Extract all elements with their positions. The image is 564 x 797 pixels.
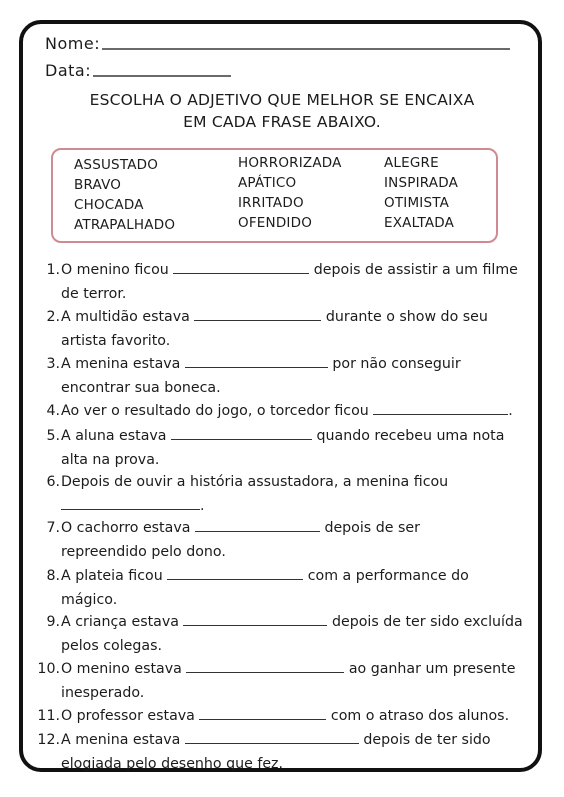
name-field [45,34,510,53]
question-number: 6. [46,474,60,490]
date-input-line[interactable] [93,75,231,77]
question-text: . [508,403,513,419]
word-bank-item: BRAVO [74,177,122,193]
question-text: A menina estava [61,356,181,372]
word-bank-item: EXALTADA [384,215,455,231]
question-text-continued: elogiada pelo desenho que fez. [61,756,284,772]
question-number: 3. [46,356,60,372]
question-text: depois de assistir a um filme [313,262,518,278]
question-text-continued: encontrar sua boneca. [61,380,221,396]
word-bank-item: ATRAPALHADO [74,217,176,233]
word-bank-item: CHOCADA [74,197,144,213]
question-text: depois de ser [324,520,420,536]
question-text: A plateia ficou [61,568,163,584]
question-text: O menino ficou [61,262,169,278]
word-bank-item: INSPIRADA [384,175,459,191]
answer-blank[interactable] [195,517,320,532]
question-text-continued: artista favorito. [61,333,171,349]
date-field [45,61,231,80]
answer-blank[interactable] [185,729,359,744]
question-text: ao ganhar um presente [348,661,516,677]
question-text-continued: . [200,498,205,514]
question-text: quando recebeu uma nota [316,428,505,444]
word-bank-item: HORRORIZADA [238,155,342,171]
question-number: 12. [37,732,60,748]
question-text: A multidão estava [61,309,190,325]
question-text: por não conseguir [332,356,461,372]
question-text: depois de ter sido [363,732,491,748]
question-text: O menino estava [61,661,182,677]
answer-blank[interactable] [173,259,309,274]
question-number: 4. [46,403,60,419]
question-text: O cachorro estava [61,520,191,536]
question-text: com a performance do [307,568,469,584]
word-bank-item: OTIMISTA [384,195,450,211]
instructions-line-2: EM CADA FRASE ABAIXO. [183,113,381,131]
answer-blank[interactable] [61,495,200,510]
question-text-continued: pelos colegas. [61,638,163,654]
answer-blank[interactable] [199,705,326,720]
question-number: 8. [46,568,60,584]
question-number: 5. [46,428,60,444]
question-number: 7. [46,520,60,536]
answer-blank[interactable] [167,565,303,580]
question-number: 10. [37,661,60,677]
answer-blank[interactable] [186,658,344,673]
question-text: depois de ter sido excluída [331,614,523,630]
answer-blank[interactable] [373,400,508,415]
word-bank-item: IRRITADO [238,195,304,211]
word-bank-item: ASSUSTADO [74,157,159,173]
question-text-continued: inesperado. [61,685,145,701]
answer-blank[interactable] [183,611,327,626]
answer-blank[interactable] [194,306,321,321]
question-text: Ao ver o resultado do jogo, o torcedor ficou [61,403,369,419]
answer-blank[interactable] [185,353,328,368]
question-text: durante o show do seu [325,309,488,325]
instructions-line-1: ESCOLHA O ADJETIVO QUE MELHOR SE ENCAIXA [89,91,475,109]
answer-blank[interactable] [171,425,312,440]
question-text: A menina estava [61,732,181,748]
date-label: Data: [45,61,92,80]
name-label: Nome: [45,34,101,53]
question-text-continued: mágico. [61,592,118,608]
question-number: 9. [46,614,60,630]
question-text: Depois de ouvir a história assustadora, a menina ficou [61,474,449,490]
question-number: 1. [46,262,60,278]
question-number: 11. [37,708,60,724]
question-text: A aluna estava [61,428,167,444]
question-number: 2. [46,309,60,325]
question-text-continued: de terror. [61,286,127,302]
word-bank-item: APÁTICO [238,175,297,191]
question-text: A criança estava [61,614,179,630]
question-text-continued: alta na prova. [61,452,160,468]
name-input-line[interactable] [102,48,510,50]
question-text: O professor estava [61,708,195,724]
word-bank-item: ALEGRE [384,155,439,171]
question-text-continued: repreendido pelo dono. [61,544,226,560]
question-text: com o atraso dos alunos. [330,708,510,724]
word-bank-item: OFENDIDO [238,215,313,231]
